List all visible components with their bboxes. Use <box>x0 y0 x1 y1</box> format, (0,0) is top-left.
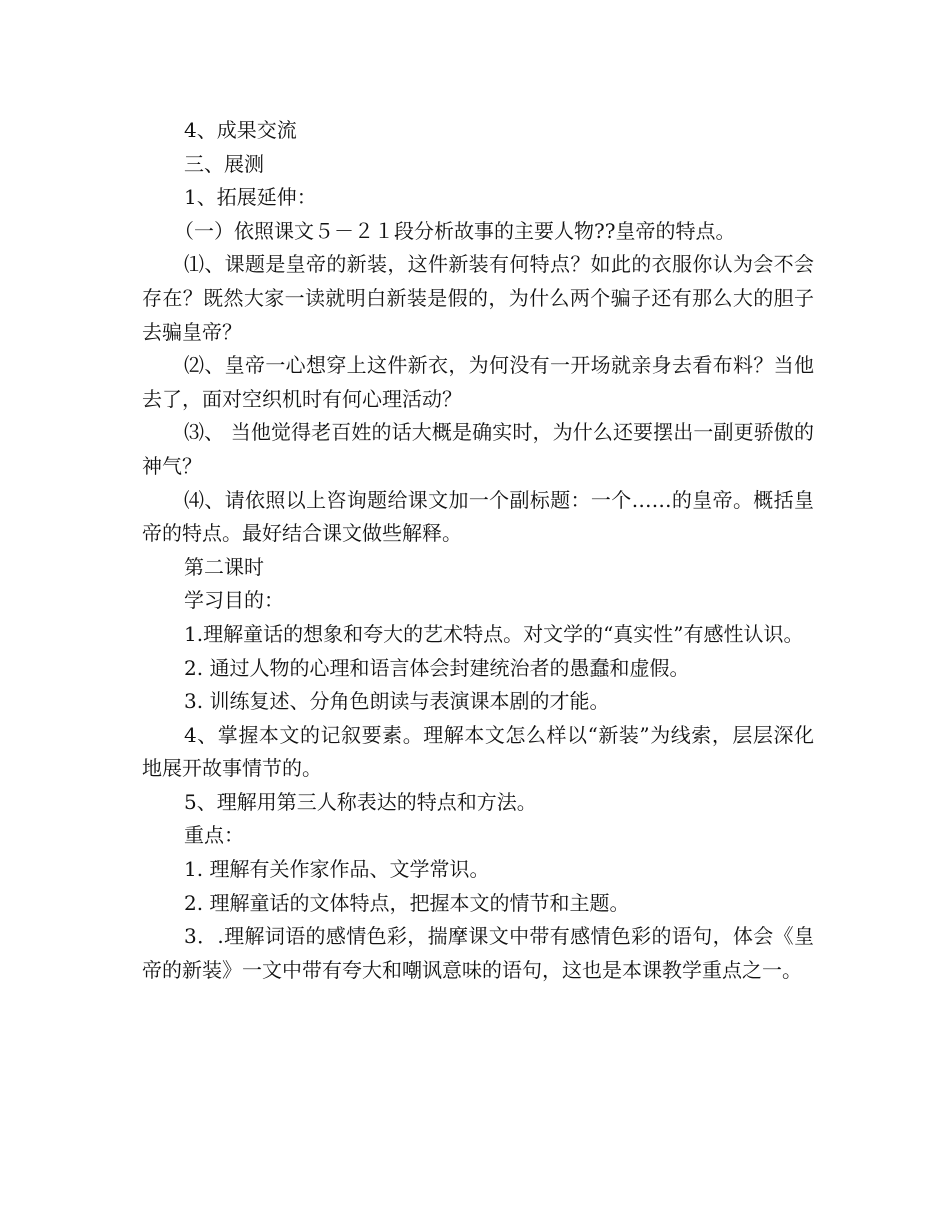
paragraph-key-points: 重点： <box>184 823 244 848</box>
paragraph-key-point-3: 3．.理解词语的感情色彩，揣摩课文中带有感情色彩的语句，体会《皇帝的新装》一文中带有夸大和嘲讽意味的语句，这也是本课教学重点之一。 <box>142 924 814 982</box>
paragraph-extension: 1、拓展延伸： <box>184 185 317 210</box>
paragraph-goal-1: 1.理解童话的想象和夸大的艺术特点。对文学的“真实性”有感性认识。 <box>184 621 804 646</box>
paragraph-question-3: ⑶、 当他觉得老百姓的话大概是确实时，为什么还要摆出一副更骄傲的神气？ <box>142 420 814 478</box>
paragraph-second-lesson: 第二课时 <box>184 554 264 579</box>
document-body <box>142 114 814 987</box>
paragraph-question-2: ⑵、皇帝一心想穿上这件新衣，为何没有一开场就亲身去看布料？当他去了，面对空织机时有何心理活动？ <box>142 353 814 411</box>
paragraph-goal-5: 5、理解用第三人称表达的特点和方法。 <box>184 789 537 814</box>
paragraph-goal-3: 3. 训练复述、分角色朗读与表演课本剧的才能。 <box>184 689 610 714</box>
paragraph-section-three: 三、展测 <box>184 151 264 176</box>
paragraph-goal-4: 4、掌握本文的记叙要素。理解本文怎么样以“新装”为线索，层层深化地展开故事情节的。 <box>142 722 814 781</box>
paragraph-analysis-prompt: （一）依照课文５－２１段分析故事的主要人物??皇帝的特点。 <box>174 218 736 243</box>
paragraph-question-4: ⑷、请依照以上咨询题给课文加一个副标题：一个……的皇帝。概括皇帝的特点。最好结合课文做些解释。 <box>142 487 814 546</box>
paragraph-key-point-1: 1. 理解有关作家作品、文学常识。 <box>184 857 490 882</box>
paragraph-learning-goals: 学习目的： <box>184 588 284 613</box>
paragraph-question-1: ⑴、课题是皇帝的新装，这件新装有何特点？如此的衣服你认为会不会存在？既然大家一读就明白新装是假的，为什么两个骗子还有那么大的胆子去骗皇帝？ <box>142 252 814 344</box>
paragraph-goal-2: 2. 通过人物的心理和语言体会封建统治者的愚蠢和虚假。 <box>184 655 690 680</box>
paragraph-result-exchange: 4、成果交流 <box>184 118 297 142</box>
paragraph-key-point-2: 2. 理解童话的文体特点，把握本文的情节和主题。 <box>184 890 630 915</box>
